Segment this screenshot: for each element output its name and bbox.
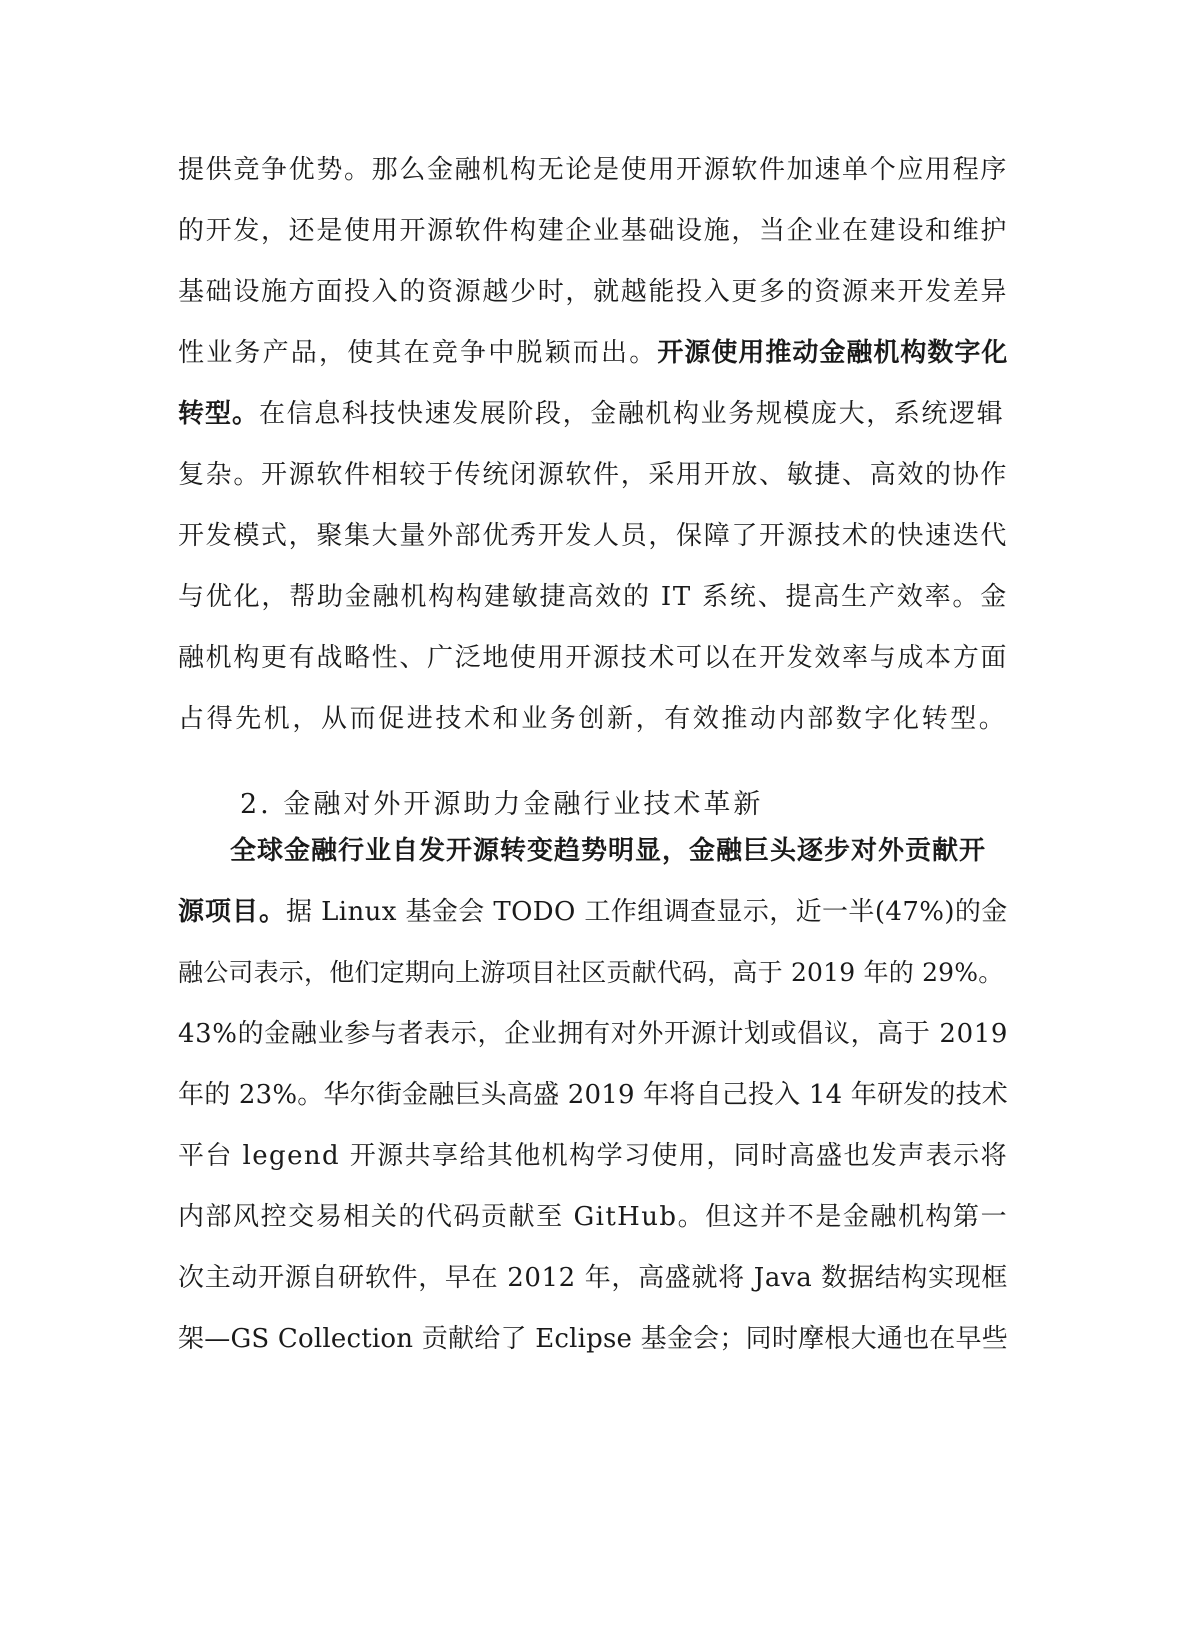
paragraph-2-line-6: 平台 legend 开源共享给其他机构学习使用，同时高盛也发声表示将	[178, 1141, 1008, 1171]
paragraph-2-line-2-text: 据 Linux 基金会 TODO 工作组调查显示，近一半(47%)的金	[286, 897, 1008, 927]
paragraph-1-line-9: 融机构更有战略性、广泛地使用开源技术可以在开发效率与成本方面	[178, 643, 1008, 673]
paragraph-1-line-2: 的开发，还是使用开源软件构建企业基础设施，当企业在建设和维护	[178, 216, 1008, 246]
paragraph-2-line-3: 融公司表示，他们定期向上游项目社区贡献代码，高于 2019 年的 29%。	[178, 958, 1004, 987]
paragraph-1-line-8: 与优化，帮助金融机构构建敏捷高效的 IT 系统、提高生产效率。金	[178, 582, 1008, 612]
paragraph-2-line-7: 内部风控交易相关的代码贡献至 GitHub。但这并不是金融机构第一	[178, 1202, 1008, 1232]
section-heading	[240, 783, 763, 827]
paragraph-2-line-2-bold: 源项目。	[178, 897, 287, 927]
paragraph-1-line-3: 基础设施方面投入的资源越少时，就越能投入更多的资源来开发差异	[178, 277, 1008, 307]
paragraph-1-line-6: 复杂。开源软件相较于传统闭源软件，采用开放、敏捷、高效的协作	[178, 460, 1008, 490]
paragraph-2-line-9: 架—GS Collection 贡献给了 Eclipse 基金会；同时摩根大通也在早些	[178, 1324, 1008, 1354]
paragraph-1-line-4	[178, 331, 1008, 375]
paragraph-2-line-1: 全球金融行业自发开源转变趋势明显，金融巨头逐步对外贡献开	[230, 836, 987, 866]
paragraph-2-line-2	[178, 890, 1008, 934]
paragraph-1-line-7: 开发模式，聚集大量外部优秀开发人员，保障了开源技术的快速迭代	[178, 521, 1008, 551]
paragraph-1-line-1: 提供竞争优势。那么金融机构无论是使用开源软件加速单个应用程序	[178, 155, 1008, 185]
paragraph-1-line-4-bold: 开源使用推动金融机构数字化	[657, 338, 1009, 368]
paragraph-1-line-5-bold: 转型。	[178, 399, 260, 429]
paragraph-1-line-5-text: 在信息科技快速发展阶段，金融机构业务规模庞大，系统逻辑	[259, 399, 1005, 429]
paragraph-2-line-5: 年的 23%。华尔街金融巨头高盛 2019 年将自己投入 14 年研发的技术	[178, 1080, 1008, 1110]
paragraph-1-line-5	[178, 392, 1008, 436]
paragraph-2-line-4: 43%的金融业参与者表示，企业拥有对外开源计划或倡议，高于 2019	[178, 1019, 1008, 1049]
paragraph-2-line-8: 次主动开源自研软件，早在 2012 年，高盛就将 Java 数据结构实现框	[178, 1263, 1008, 1293]
section-number: 2.	[240, 789, 272, 820]
paragraph-1-line-4-text: 性业务产品，使其在竞争中脱颖而出。	[178, 338, 658, 368]
section-title: 金融对外开源助力金融行业技术革新	[283, 789, 764, 820]
paragraph-1-line-10: 占得先机，从而促进技术和业务创新，有效推动内部数字化转型。	[178, 704, 1008, 734]
